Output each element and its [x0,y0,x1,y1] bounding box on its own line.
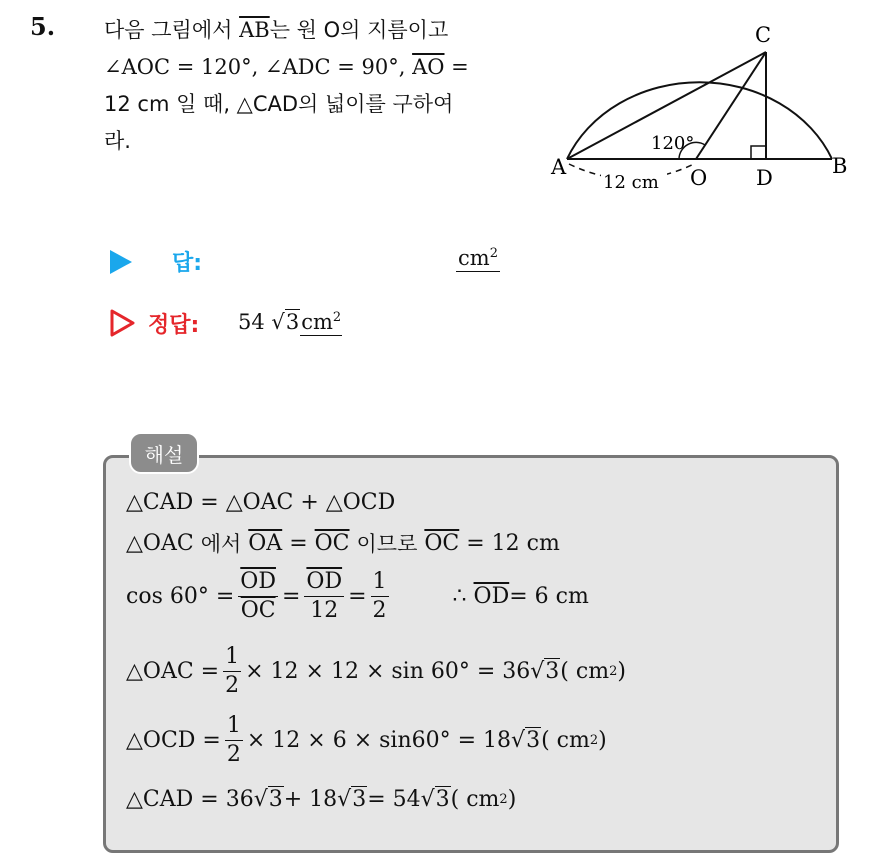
radicand: 3 [545,659,560,684]
point-a-label: A [551,155,567,179]
solution-text: = [281,584,301,609]
radicand: 3 [526,728,541,753]
solution-text: △OAC [126,530,194,556]
unit-exponent: 2 [489,246,498,261]
solution-text: = [348,584,367,609]
solution-text: ( cm [450,787,500,812]
semicircle-diagram [545,18,860,203]
answer-coefficient: 54 [238,310,265,334]
solution-text: 이므로 [356,532,418,556]
segment-oc: $\overline{OC}$ [314,530,350,556]
sqrt-sign: √3 [271,310,300,334]
unit-exponent: 2 [332,310,342,325]
segment-oc [696,52,766,159]
solution-text: △CAD = 36 [126,787,254,812]
fraction [225,714,243,767]
correct-answer-label: 정답: [148,313,200,338]
solution-text: ) [598,728,607,753]
fraction-numerator: $\overline{OD}$ [238,570,278,597]
radicand: 3 [352,787,367,812]
sqrt-sign: √3 [253,787,283,812]
question-number: 5. [30,12,56,41]
unit-text: cm [301,310,333,334]
segment-ab: $\overline{AB}$ [239,18,270,42]
fraction-denominator: 2 [226,742,241,767]
length-label: 12 cm [603,172,659,193]
fraction [304,570,344,623]
question-text-part: ∠AOC = 120°, ∠ADC = 90°, [104,55,413,79]
sqrt-sign: √3 [511,728,541,753]
question-text-part: 는 원 O의 지름이고 [269,18,449,42]
fraction-denominator: OC [240,598,276,623]
solution-text: × 12 × 6 × sin60° = 18 [246,728,512,753]
fraction-denominator: 2 [372,598,387,623]
fraction-denominator: 2 [225,673,240,698]
solution-text: ( cm [541,728,590,753]
solution-text: = 54 [367,787,421,812]
fraction [238,570,278,623]
correct-answer-value [238,310,342,334]
solution-text: cos 60° = [126,584,235,609]
geometry-figure [545,18,860,203]
fraction-numerator: 1 [223,645,241,672]
solution-line-4: △OAC = $\frac{1}{2}$ × 12 × 12 × sin 60° = 36 √3 ( cm 2 ) [126,644,626,698]
solution-line-2 [126,528,560,558]
point-o-label: O [690,166,708,190]
fraction-denominator: 12 [310,598,339,623]
unit-text: cm [458,246,490,270]
question-text [104,12,534,160]
solution-text: ) [617,659,626,684]
radicand: 3 [285,310,300,334]
angle-label: 120° [651,133,695,154]
solution-line-1: △CAD = △OAC + △OCD [126,490,396,515]
question-text-part: = [444,55,469,79]
solution-text: = [289,530,308,556]
semicircle-arc [567,82,832,159]
point-c-label: C [755,23,772,47]
correct-answer-row [110,306,530,342]
answer-row [110,244,530,280]
solution-text: △OCD = [126,728,221,753]
solution-line-3 [126,570,589,623]
radicand: 3 [435,787,450,812]
solution-line-5: △OCD = $\frac{1}{2}$ × 12 × 6 × sin60° = 18 √3 ( cm 2 ) [126,713,607,767]
question-line-4: 라. [104,129,131,153]
solution-text: 에서 [200,532,242,556]
segment-od: $\overline{OD}$ [473,584,510,609]
segment-oa: $\overline{OA}$ [248,530,283,556]
therefore-symbol: ∴ [452,584,467,609]
fraction-numerator: 1 [371,570,389,597]
answer-label: 답: [172,251,203,276]
question-text-part: 다음 그림에서 [104,18,240,42]
question-line-1 [104,12,534,49]
solution-text: × 12 × 12 × sin 60° = 36 [245,659,531,684]
solution-text: + 18 [283,787,338,812]
answer-unit [300,310,342,336]
radicand: 3 [268,787,283,812]
question-line-3: 12 cm 일 때, △CAD의 넓이를 구하여 [104,92,454,116]
outline-triangle-icon [110,308,136,338]
fraction [371,570,389,623]
sqrt-sign: √3 [337,787,367,812]
sqrt-sign: √3 [530,659,560,684]
solution-text: ) [507,787,517,812]
point-b-label: B [832,154,848,178]
fraction-numerator: $\overline{OD}$ [304,570,344,597]
solution-text: = 12 cm [466,530,560,556]
right-angle-mark [751,146,766,159]
segment-ao: $\overline{AO}$ [412,55,445,79]
fraction [223,645,241,698]
solution-text: ( cm [560,659,610,684]
solution-text: = 6 cm [509,584,589,609]
sqrt-sign: √3 [420,787,450,812]
play-triangle-icon [110,250,132,274]
question-line-2 [104,49,534,86]
segment-oc: $\overline{OC}$ [424,530,460,556]
point-d-label: D [756,166,773,190]
solution-line-6: △CAD = 36 √3 + 18 √3 = 54 √3 ( cm 2 ) [126,787,517,812]
answer-input-unit[interactable] [456,246,500,272]
solution-text: △OAC = [126,659,220,684]
fraction-numerator: 1 [225,714,243,741]
solution-tab: 해설 [129,432,199,474]
